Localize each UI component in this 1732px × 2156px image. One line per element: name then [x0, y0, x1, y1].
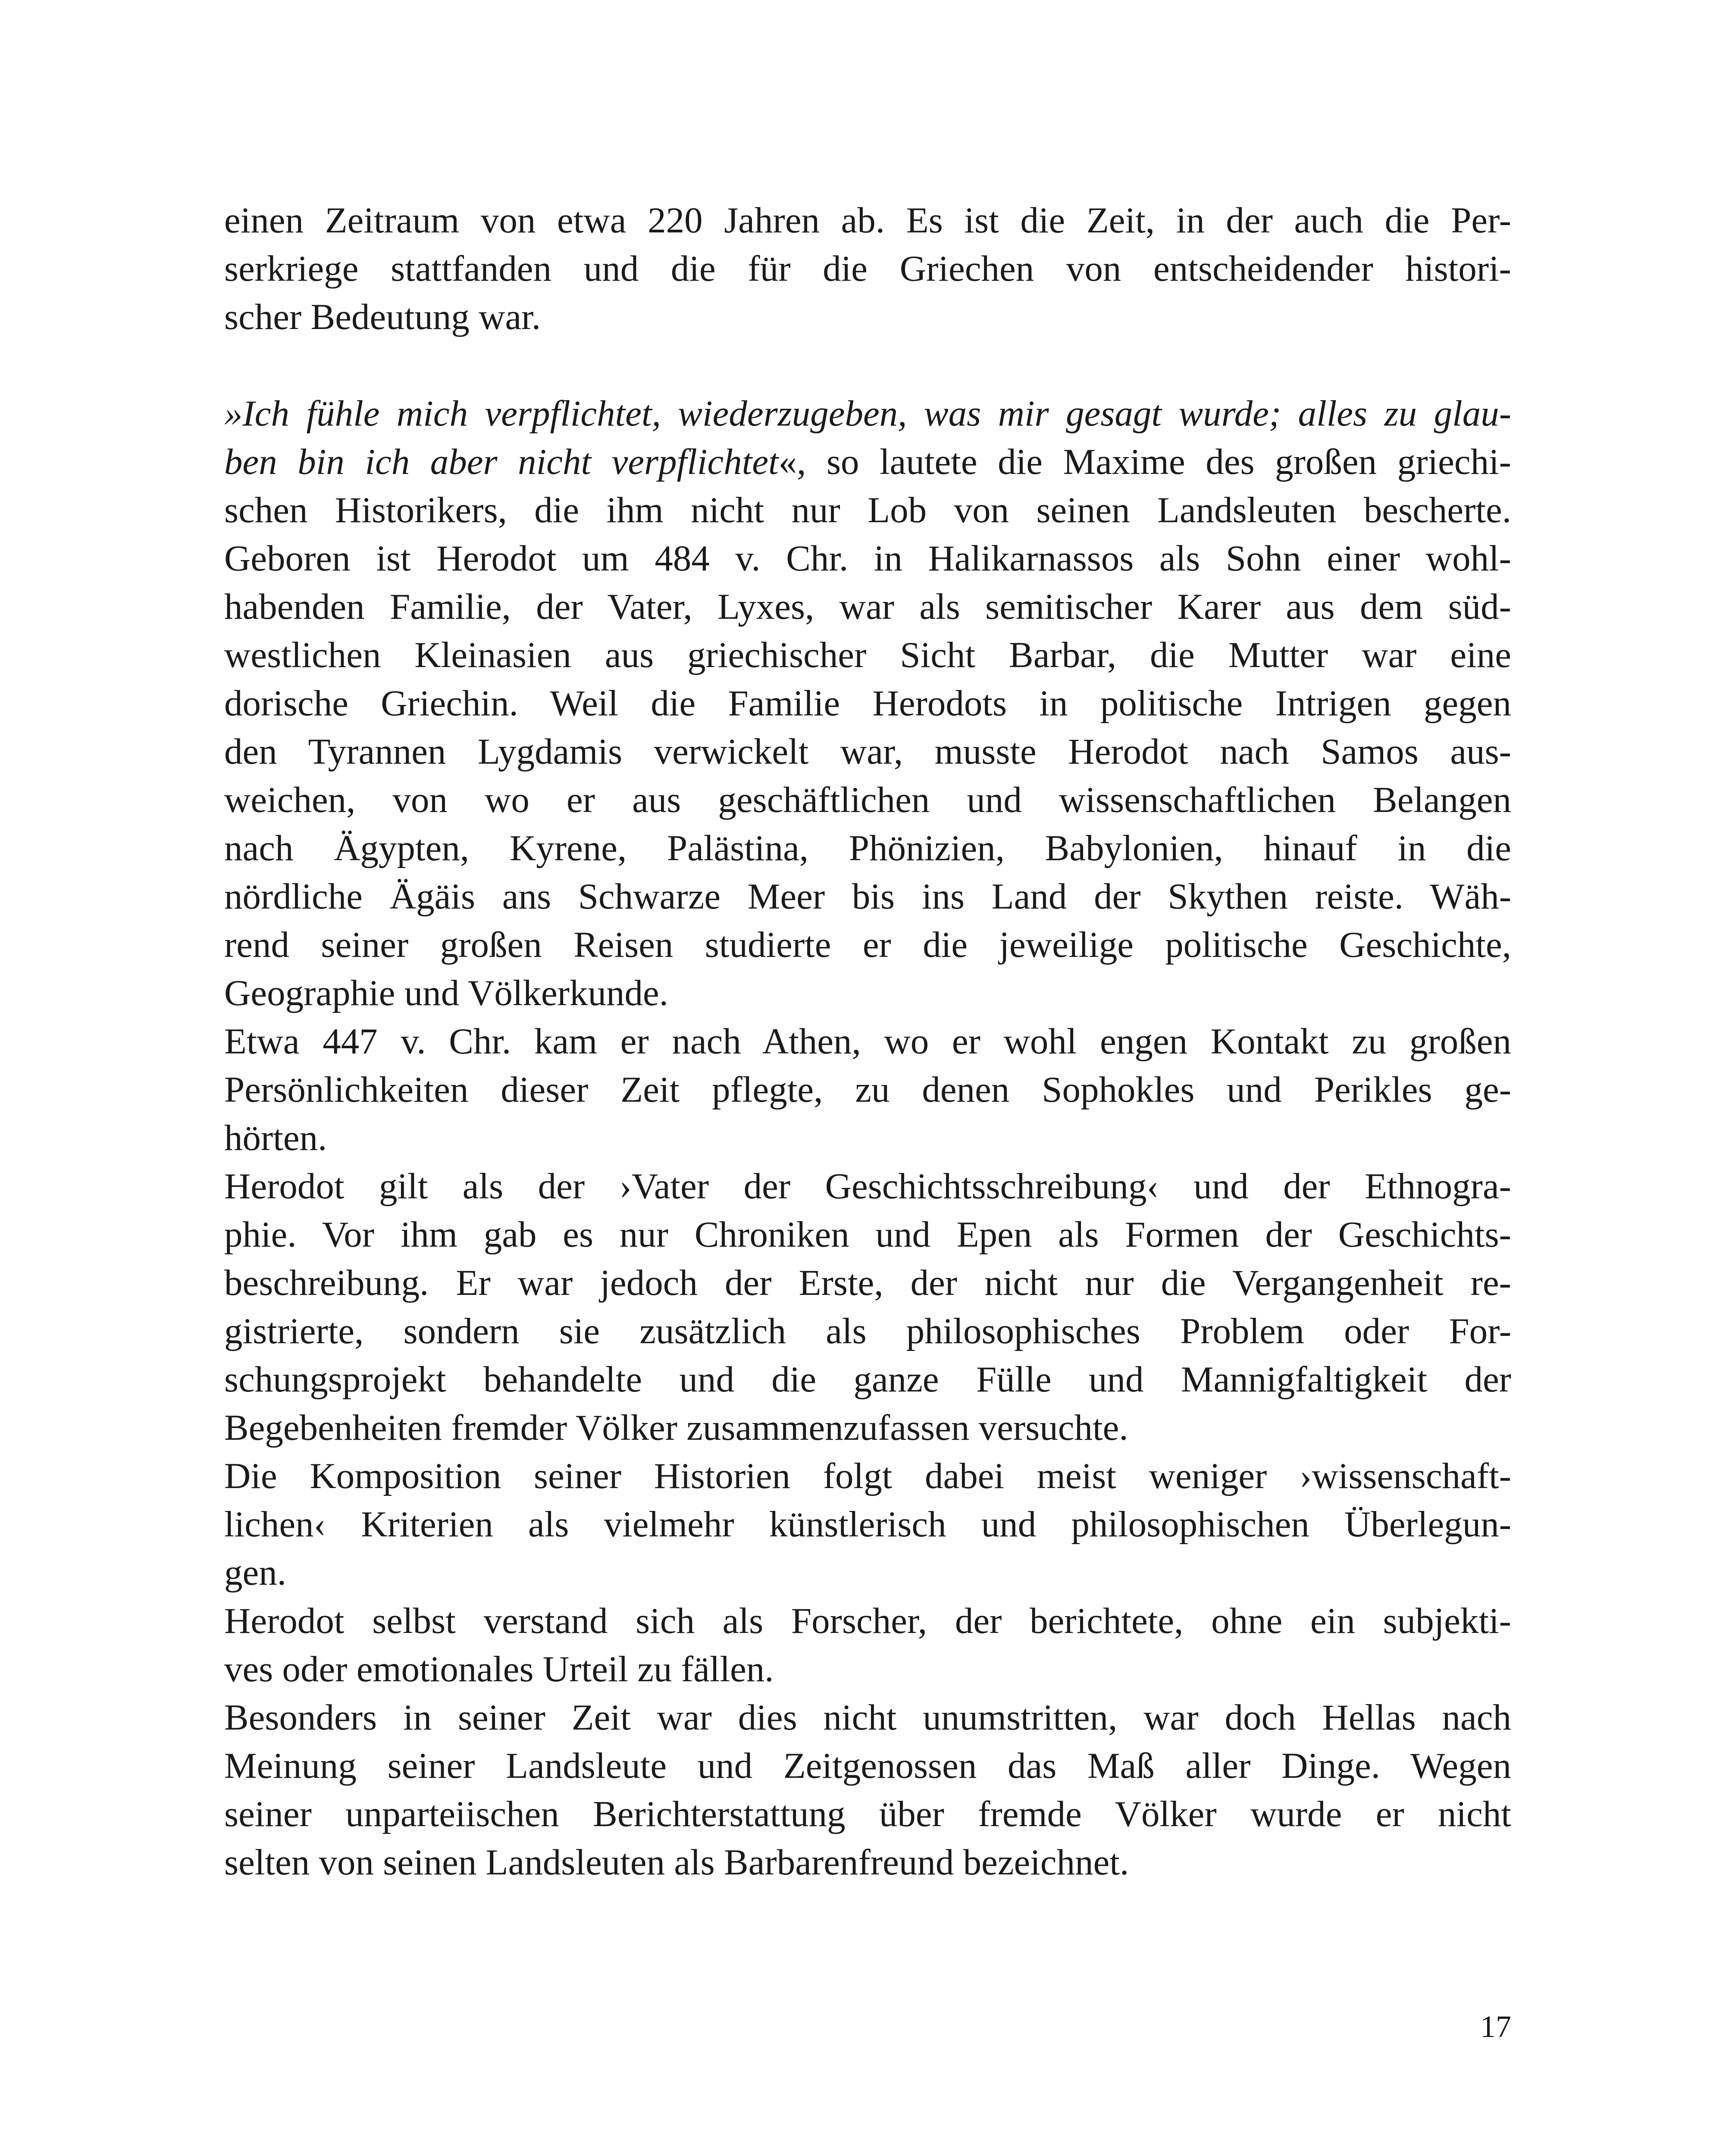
- text-line: weichen, von wo er aus geschäftlichen und wissenschaftlichen Belangen: [224, 780, 1511, 820]
- text-line: westlichen Kleinasien aus griechischer Sicht Barbar, die Mutter war eine: [224, 635, 1511, 675]
- text-line: beschreibung. Er war jedoch der Erste, der nicht nur die Vergangenheit re-: [224, 1263, 1511, 1303]
- text-line: gen.: [224, 1552, 286, 1593]
- text-line: selten von seinen Landsleuten als Barbarenfreund bezeichnet.: [224, 1842, 1129, 1883]
- paragraph-2: [224, 389, 1511, 1017]
- text-line: Die Komposition seiner Historien folgt dabei meist weniger ›wissenschaft-: [224, 1456, 1511, 1496]
- text-line: Herodot selbst verstand sich als Forscher, der berichtete, ohne ein subjekti-: [224, 1601, 1511, 1641]
- text-line: hörten.: [224, 1118, 327, 1158]
- paragraph-1: [224, 196, 1511, 341]
- text-line: schungsprojekt behandelte und die ganze Fülle und Mannigfaltigkeit der: [224, 1359, 1511, 1400]
- text-line: serkriege stattfanden und die für die Griechen von entscheidender histori-: [224, 248, 1511, 289]
- paragraph-7: [224, 1693, 1511, 1887]
- text-line: habenden Familie, der Vater, Lyxes, war als semitischer Karer aus dem süd-: [224, 586, 1511, 627]
- body-text: [224, 196, 1511, 1887]
- quote-end-line: [224, 438, 1511, 486]
- text-line: Geographie und Völkerkunde.: [224, 973, 668, 1013]
- text-line: gistrierte, sondern sie zusätzlich als philosophisches Problem oder For-: [224, 1311, 1511, 1351]
- paragraph-5: [224, 1452, 1511, 1597]
- quote-line: »Ich fühle mich verpflichtet, wiederzugeben, was mir gesagt wurde; alles zu glau-: [224, 393, 1511, 434]
- paragraph-spacer: [224, 341, 1511, 389]
- paragraph-4: [224, 1162, 1511, 1452]
- quote-rest-text: «, so lautete die Maxime des großen griechi-: [778, 442, 1511, 482]
- text-line: nach Ägypten, Kyrene, Palästina, Phönizien, Babylonien, hinauf in die: [224, 828, 1511, 868]
- page-number: 17: [1480, 2009, 1511, 2044]
- text-line: den Tyrannen Lygdamis verwickelt war, musste Herodot nach Samos aus-: [224, 731, 1511, 772]
- text-line: seiner unparteiischen Berichterstattung über fremde Völker wurde er nicht: [224, 1794, 1511, 1834]
- text-line: Herodot gilt als der ›Vater der Geschichtsschreibung‹ und der Ethnogra-: [224, 1166, 1511, 1206]
- text-line: rend seiner großen Reisen studierte er die jeweilige politische Geschichte,: [224, 924, 1511, 965]
- text-line: scher Bedeutung war.: [224, 297, 541, 337]
- text-line: Geboren ist Herodot um 484 v. Chr. in Halikarnassos als Sohn einer wohl-: [224, 538, 1511, 579]
- text-line: Begebenheiten fremder Völker zusammenzufassen versuchte.: [224, 1407, 1128, 1448]
- text-line: dorische Griechin. Weil die Familie Herodots in politische Intrigen gegen: [224, 683, 1511, 724]
- text-line: phie. Vor ihm gab es nur Chroniken und Epen als Formen der Geschichts-: [224, 1214, 1511, 1255]
- text-line: nördliche Ägäis ans Schwarze Meer bis ins Land der Skythen reiste. Wäh-: [224, 876, 1511, 917]
- paragraph-3: [224, 1017, 1511, 1162]
- paragraph-6: [224, 1597, 1511, 1693]
- text-line: Etwa 447 v. Chr. kam er nach Athen, wo er wohl engen Kontakt zu großen: [224, 1021, 1511, 1062]
- text-line: Besonders in seiner Zeit war dies nicht unumstritten, war doch Hellas nach: [224, 1697, 1511, 1738]
- text-line: schen Historikers, die ihm nicht nur Lob von seinen Landsleuten bescherte.: [224, 490, 1511, 530]
- text-line: ves oder emotionales Urteil zu fällen.: [224, 1649, 774, 1689]
- quote-italic-text: ben bin ich aber nicht verpflichtet: [224, 442, 779, 482]
- text-line: lichen‹ Kriterien als vielmehr künstlerisch und philosophischen Überlegun-: [224, 1504, 1511, 1545]
- text-line: Meinung seiner Landsleute und Zeitgenossen das Maß aller Dinge. Wegen: [224, 1745, 1511, 1786]
- text-line: Persönlichkeiten dieser Zeit pflegte, zu denen Sophokles und Perikles ge-: [224, 1069, 1511, 1110]
- text-line: einen Zeitraum von etwa 220 Jahren ab. Es ist die Zeit, in der auch die Per-: [224, 200, 1511, 241]
